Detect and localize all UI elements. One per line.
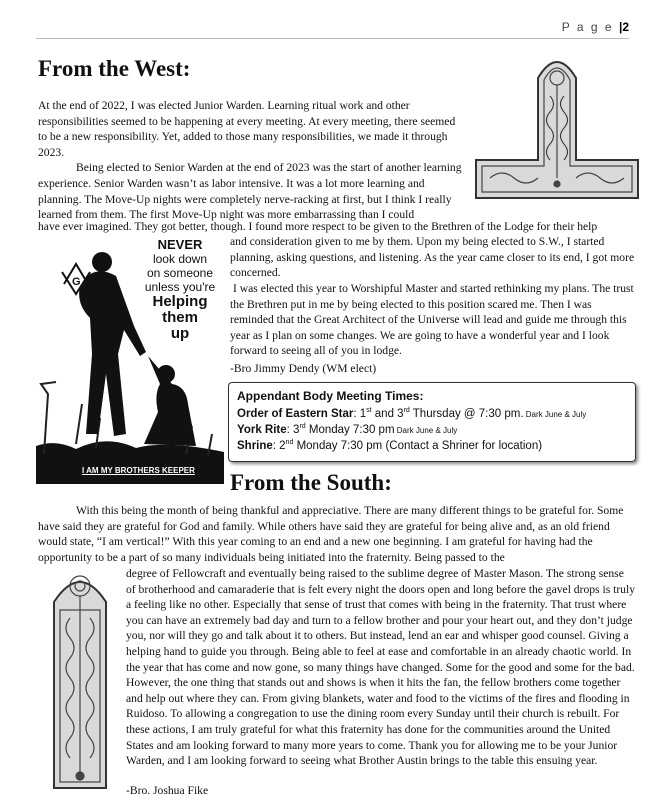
poster-line-2: look down (152, 252, 208, 266)
poster-caption: I AM MY BROTHERS KEEPER (82, 466, 195, 475)
helping-poster (36, 234, 224, 484)
west-paragraph-1: At the end of 2022, I was elected Junior Warden. Learning ritual work and other responsibilities seemed to be happening at every meeting. At every meeting, there seemed to be a new responsibility. Yet, added to those many responsibilities, we made it through 2023. (38, 99, 456, 159)
poster-emblem-letter: G (72, 276, 81, 288)
level-emblem-icon (472, 50, 642, 202)
poster-line-7: up (170, 325, 190, 342)
appendant-body-box (228, 382, 636, 462)
plumb-emblem-icon (40, 566, 120, 792)
poster-line-5: Helping (152, 293, 208, 310)
south-body: degree of Fellowcraft and eventually being raised to the sublime degree of Master Mason. The strong sense of brotherhood and camaraderie that is felt every night the doors open and long before the gavel drops is truly a feeling like no other. Especially that sense of trust that comes with being in the fraternity. That trust where you can have an extremely bad day and turn to a fellow brother and pour your heart out, and they don’t judge you, nor will they go and talk about it to others. But instead, lend an ear and whisper good counsel. Giving a helping hand to guide you through. Being able to feel at ease and comfortable in an already chaotic world. In the year that has come and now gone, so many things have changed. Some for the good and some for the bad. However, the one thing that stands out and shows is when it hits the fan, the fellow brothers come together and help out where they can. From giving blankets, water and food to the victims of the fires and flooding in Ruidoso. To allowing a congregation to use the dining room every Sunday until their church is rebuilt. For these actions, I am truly grateful for what this fraternity has done for the communities around the United States and am looking forward to many more years to come. Thank you for allowing me to be your Junior Warden, and I am looking forward to seeing what Brother Austin brings to the table this ensuing year. (126, 567, 635, 768)
west-paragraph-4: and consideration given to me by them. Upon my being elected to S.W., I started planning, asking questions, and listening. As the year came closer to its end, I got more concerned. (230, 235, 635, 280)
appendant-title: Appendant Body Meeting Times: (237, 389, 424, 403)
south-intro: With this being the month of being thankful and appreciative. There are many different things to be grateful for. Some have said they are grateful for God and family. While others have said they are grateful for being alive and, as an old friend would state, “I am vertical!” With this year coming to an end and a new one beginning. I am grateful for having had the opportunity to be a part of so many individuals being initiated into the fraternity. Being passed to the (38, 504, 624, 564)
page-header (562, 20, 629, 34)
poster-line-1: NEVER (157, 237, 203, 252)
west-signature: -Bro Jimmy Dendy (WM elect) (230, 362, 377, 375)
poster-line-4: unless you're (144, 280, 216, 294)
west-section (38, 98, 464, 223)
page-separator: | (618, 20, 623, 34)
west-paragraph-3: have ever imagined. They got better, though. I found more respect to be given to the Brethren of the Lodge for their help (38, 220, 598, 233)
poster-line-3: on someone (146, 266, 214, 280)
south-title: From the South: (230, 470, 392, 495)
south-signature: -Bro. Joshua Fike (126, 784, 209, 797)
header-rule (36, 38, 629, 39)
page-label: P a g e (561, 20, 614, 34)
west-paragraph-2: Being elected to Senior Warden at the end of 2023 was the start of another learning experience. Senior Warden wasn’t as labor intensive. It was a lot more learning and planning. The Move-Up nights were completely nerve-racking at first, but I think I really learned from them. The first Move-Up night was more embarrassing than I could (38, 161, 462, 222)
west-title: From the West: (38, 56, 191, 81)
york-rite-row: York Rite: 3rd Monday 7:30 pm Dark June & July (237, 422, 458, 436)
shrine-row: Shrine: 2nd Monday 7:30 pm (Contact a Shriner for location) (237, 438, 543, 452)
west-paragraph-5: I was elected this year to Worshipful Master and started rethinking my plans. The trust the Brethren put in me by being elected to this position scared me. Then I was reminded that the Great Architect of the Universe will lead and guide me through this year as I plan on some changes. We are going to have a wonderful year and I look forward to seeing all of you in lodge. (230, 282, 634, 358)
oes-row: Order of Eastern Star: 1st and 3rd Thursday @ 7:30 pm. Dark June & July (237, 407, 587, 420)
poster-line-6: them (162, 309, 198, 326)
page-number: 2 (622, 20, 629, 34)
